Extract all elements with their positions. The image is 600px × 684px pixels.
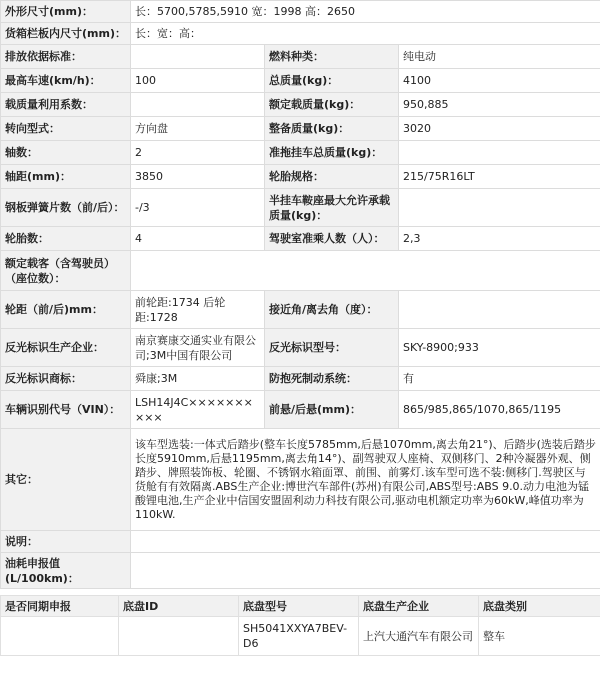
emission-std-value [131,45,265,69]
tire-count-label: 轮胎数： [1,227,131,251]
chassis-maker-value: 上汽大通汽车有限公司 [359,617,479,656]
curb-mass-label: 整备质量(kg)： [265,117,399,141]
reflector-maker-value: 南京赛康交通实业有限公司;3M中国有限公司 [131,329,265,367]
chassis-header-model: 底盘型号 [239,596,359,617]
dimensions-label: 外形尺寸(mm)： [1,1,131,23]
chassis-model-value: SH5041XXYA7BEV-D6 [239,617,359,656]
row-axles-trailer [1,141,600,165]
wheelbase-value: 3850 [131,165,265,189]
reflector-brand-value: 舜康;3M [131,367,265,391]
chassis-header-category: 底盘类别 [479,596,600,617]
semi-trailer-load-value [399,189,600,227]
note-value [131,531,600,553]
cargo-box-label: 货箱栏板内尺寸(mm)： [1,23,131,45]
row-brand-abs [1,367,600,391]
row-speed-mass [1,69,600,93]
chassis-header-id: 底盘ID [119,596,239,617]
overhang-value: 865/985,865/1070,865/1195 [399,391,600,429]
note-label: 说明： [1,531,131,553]
track-label: 轮距（前/后)mm： [1,291,131,329]
wheelbase-label: 轴距(mm)： [1,165,131,189]
row-emission-fuel [1,45,600,69]
row-other [1,429,600,531]
row-springs-saddle [1,189,600,227]
curb-mass-value: 3020 [399,117,600,141]
chassis-header-row [1,596,600,617]
tire-spec-value: 215/75R16LT [399,165,600,189]
load-util-label: 载质量利用系数： [1,93,131,117]
trailer-mass-value [399,141,600,165]
axles-label: 轴数： [1,141,131,165]
emission-std-label: 排放依据标准： [1,45,131,69]
semi-trailer-load-label: 半挂车鞍座最大允许承载质量(kg)： [265,189,399,227]
rated-load-label: 额定载质量(kg)： [265,93,399,117]
trailer-mass-label: 准拖挂车总质量(kg)： [265,141,399,165]
fuel-value-label: 油耗申报值(L/100km)： [1,553,131,589]
chassis-header-maker: 底盘生产企业 [359,596,479,617]
row-rated-passengers [1,251,600,291]
row-vin-overhang [1,391,600,429]
other-value: 该车型选装:一体式后踏步(整车长度5785mm,后悬1070mm,离去角21°)、后踏步(选装后踏步长度5910mm,后悬1195mm,离去角14°)、副驾驶双人座椅、双侧移门、2种冷凝器外观、侧踏步、牌照装饰板、轮圈、不锈钢水箱面罩、前围、前雾灯.该车型可选不装:侧移门.驾驶区与货舱有有效隔离.ABS生产企业:博世汽车部件(苏州)有限公司,ABS型号:ABS 9.0.动力电池为锰酸锂电池,生产企业中信国安盟固利动力科技有限公司,驱动电机额定功率为60kW,峰值功率为110kW. [131,429,600,531]
row-tires-cab [1,227,600,251]
fuel-value-value [131,553,600,589]
abs-label: 防抱死制动系统： [265,367,399,391]
gross-mass-value: 4100 [399,69,600,93]
max-speed-value: 100 [131,69,265,93]
cargo-box-value: 长：宽：高： [131,23,600,45]
chassis-category-value: 整车 [479,617,600,656]
reflector-model-label: 反光标识型号： [265,329,399,367]
tire-spec-label: 轮胎规格： [265,165,399,189]
vin-value: LSH14J4C×××××××××× [131,391,265,429]
row-wheelbase-tire [1,165,600,189]
approach-angle-value [399,291,600,329]
row-fuel-value [1,553,600,589]
axles-value: 2 [131,141,265,165]
overhang-label: 前悬/后悬(mm)： [265,391,399,429]
leaf-springs-label: 钢板弹簧片数（前/后）： [1,189,131,227]
chassis-table [0,595,600,656]
track-value: 前轮距:1734 后轮距:1728 [131,291,265,329]
rated-load-value: 950,885 [399,93,600,117]
row-steering-curb [1,117,600,141]
cab-passengers-label: 驾驶室准乘人数（人）： [265,227,399,251]
row-dimensions [1,1,600,23]
approach-angle-label: 接近角/离去角（度）： [265,291,399,329]
row-note [1,531,600,553]
leaf-springs-value: -/3 [131,189,265,227]
chassis-sync-value [1,617,119,656]
rated-passengers-label: 额定载客（含驾驶员）（座位数）： [1,251,131,291]
max-speed-label: 最高车速(km/h)： [1,69,131,93]
rated-passengers-value [131,251,600,291]
row-cargo-box [1,23,600,45]
chassis-id-value [119,617,239,656]
cab-passengers-value: 2,3 [399,227,600,251]
other-label: 其它： [1,429,131,531]
chassis-header-sync: 是否同期申报 [1,596,119,617]
abs-value: 有 [399,367,600,391]
steering-value: 方向盘 [131,117,265,141]
fuel-type-value: 纯电动 [399,45,600,69]
row-load [1,93,600,117]
dimensions-value: 长：5700,5785,5910 宽：1998 高：2650 [131,1,600,23]
row-reflector [1,329,600,367]
chassis-data-row [1,617,600,656]
gross-mass-label: 总质量(kg)： [265,69,399,93]
reflector-brand-label: 反光标识商标： [1,367,131,391]
fuel-type-label: 燃料种类： [265,45,399,69]
row-track-angle [1,291,600,329]
vin-label: 车辆识别代号（VIN）： [1,391,131,429]
tire-count-value: 4 [131,227,265,251]
load-util-value [131,93,265,117]
reflector-maker-label: 反光标识生产企业： [1,329,131,367]
reflector-model-value: SKY-8900;933 [399,329,600,367]
steering-label: 转向型式： [1,117,131,141]
